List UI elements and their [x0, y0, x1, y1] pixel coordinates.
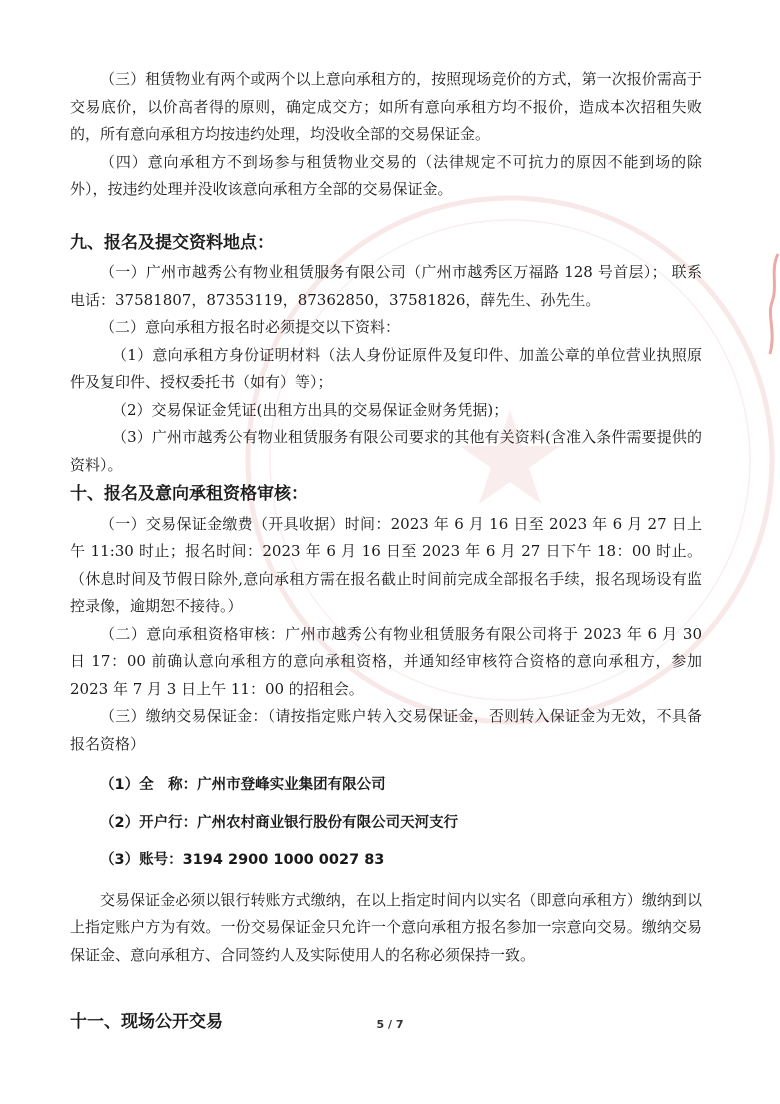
document-body — [70, 66, 702, 1039]
seam-seal-mark — [764, 250, 780, 360]
account-name: （1）全 称：广州市登峰实业集团有限公司 — [100, 777, 386, 793]
section-10-deposit-time: （一）交易保证金缴费（开具收据）时间：2023 年 6 月 16 日至 2023 年 6 月 27 日上午 11:30 时止；报名时间：2023 年 6 月 16 日至 2023 年 6 月 27 日下午 18：00 时止。（休息时间及节假日除外,意向承租方需在报名截止时间前完成全部报名手续，报名现场设有监控录像，逾期恕不接待。） — [70, 514, 702, 615]
section-9-heading: 九、报名及提交资料地点： — [70, 232, 274, 253]
section-10-deposit-instructions: （三）缴纳交易保证金：（请按指定账户转入交易保证金，否则转入保证金为无效，不具备报名资格） — [70, 707, 702, 753]
paragraph-clause-3: （三）租赁物业有两个或两个以上意向承租方的，按照现场竞价的方式，第一次报价需高于交易底价，以价高者得的原则，确定成交方；如所有意向承租方均不报价，造成本次招租失败的，所有意向承租方均按违约处理，均没收全部的交易保证金。 — [70, 70, 702, 143]
section-9-required-docs: （二）意向承租方报名时必须提交以下资料： — [100, 318, 401, 336]
section-10-heading: 十、报名及意向承租资格审核： — [70, 484, 308, 504]
account-number: （3）账号：3194 2900 1000 0027 83 — [100, 852, 385, 868]
account-bank: （2）开户行：广州农村商业银行股份有限公司天河支行 — [100, 814, 459, 831]
section-9-location: （一）广州市越秀公有物业租赁服务有限公司（广州市越秀区万福路 128 号首层）； 联系电话：37581807，87353119，87362850，37581826，薛先生、孙先生。 — [70, 263, 702, 309]
page-number: 5 / 7 — [376, 1018, 404, 1031]
section-9-doc-3: （3）广州市越秀公有物业租赁服务有限公司要求的其他有关资料(含准入条件需要提供的资料）。 — [70, 428, 702, 474]
section-9-doc-1: （1）意向承租方身份证明材料（法人身份证原件及复印件、加盖公章的单位营业执照原件及复印件、授权委托书（如有）等）； — [70, 345, 702, 391]
section-9-doc-2: （2）交易保证金凭证(出租方出具的交易保证金财务凭据)； — [112, 400, 509, 419]
paragraph-clause-4: （四）意向承租方不到场参与租赁物业交易的（法律规定不可抗力的原因不能到场的除外），按违约处理并没收该意向承租方全部的交易保证金。 — [70, 152, 702, 198]
section-11-heading: 十一、现场公开交易 — [70, 1012, 223, 1032]
section-10-qualification-review: （二）意向承租资格审核：广州市越秀公有物业租赁服务有限公司将于 2023 年 6 月 30 日 17：00 前确认意向承租方的意向承租资格，并通知经审核符合资格的意向承租方，参加 2023 年 7 月 3 日上午 11：00 的招租会。 — [70, 624, 702, 698]
section-10-deposit-rules: 交易保证金必须以银行转账方式缴纳，在以上指定时间内以实名（即意向承租方）缴纳到以上指定账户方为有效。一份交易保证金只允许一个意向承租方报名参加一宗意向交易。缴纳交易保证金、意向承租方、合同签约人及实际使用人的名称必须保持一致。 — [70, 890, 702, 964]
